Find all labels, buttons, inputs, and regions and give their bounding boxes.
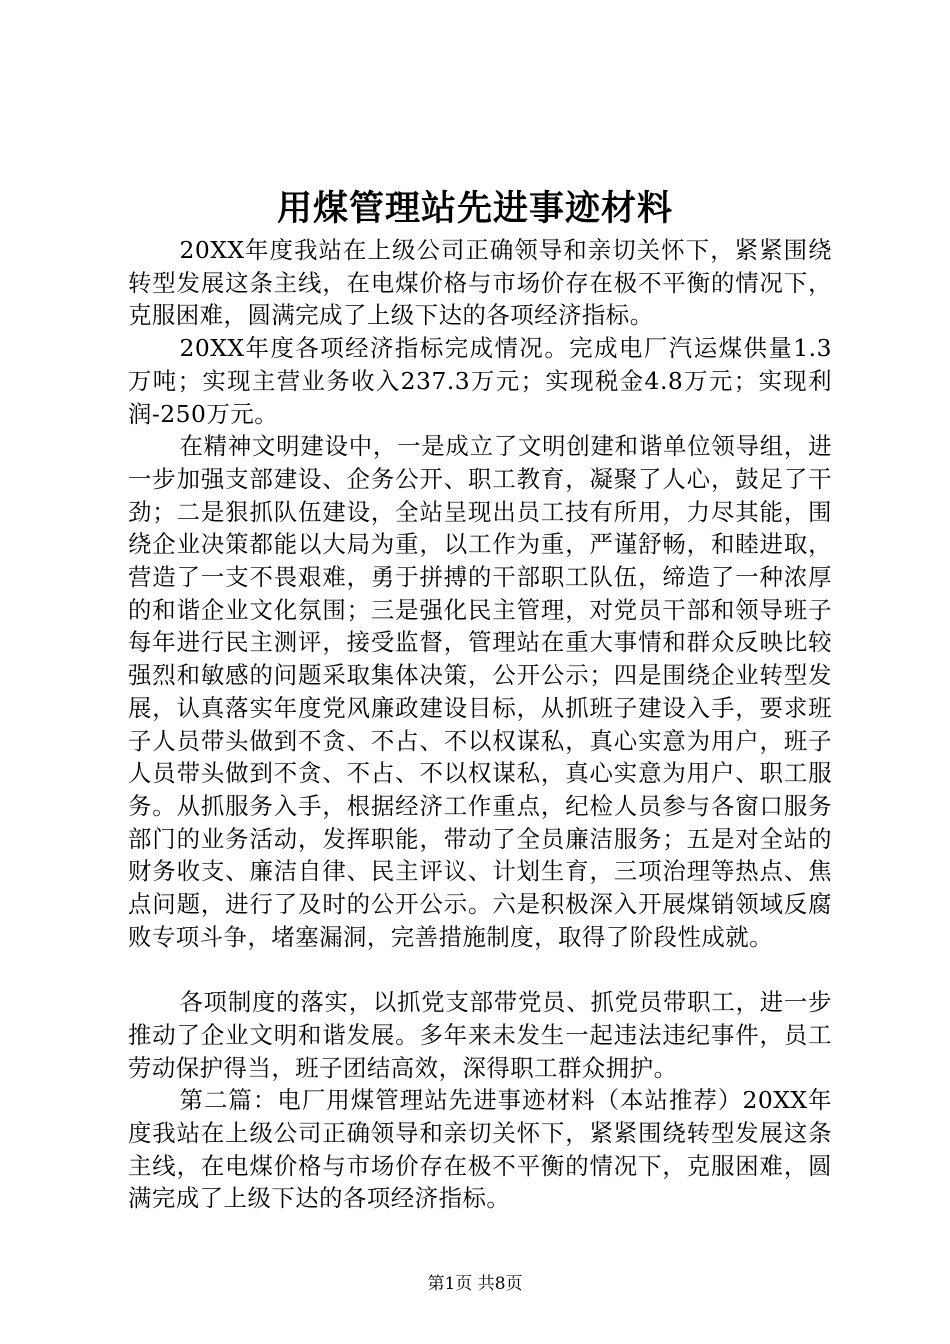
paragraph-systems: 各项制度的落实，以抓党支部带党员、抓党员带职工，进一步推动了企业文明和谐发展。多年来未发生一起违法违纪事件，员工劳动保护得当，班子团结高效，深得职工群众拥护。 bbox=[128, 988, 832, 1082]
document-title: 用煤管理站先进事迹材料 bbox=[276, 188, 673, 229]
page-number-footer: 第1页 共8页 bbox=[427, 1274, 523, 1294]
document-body bbox=[128, 234, 832, 1215]
paragraph-spiritual-civilization: 在精神文明建设中，一是成立了文明创建和谐单位领导组，进一步加强支部建设、企务公开、职工教育，凝聚了人心，鼓足了干劲；二是狠抓队伍建设，全站呈现出员工技有所用，力尽其能，围绕企业决策都能以大局为重，以工作为重，严谨舒畅，和睦进取，营造了一支不畏艰难，勇于拼搏的干部职工队伍，缔造了一种浓厚的和谐企业文化氛围；三是强化民主管理，对党员干部和领导班子每年进行民主测评，接受监督，管理站在重大事情和群众反映比较强烈和敏感的问题采取集体决策，公开公示；四是围绕企业转型发展，认真落实年度党风廉政建设目标，从抓班子建设入手，要求班子人员带头做到不贪、不占、不以权谋私，真心实意为用户，班子人员带头做到不贪、不占、不以权谋私，真心实意为用户、职工服务。从抓服务入手，根据经济工作重点，纪检人员参与各窗口服务部门的业务活动，发挥职能，带动了全员廉洁服务；五是对全站的财务收支、廉洁自律、民主评议、计划生育，三项治理等热点、焦点问题，进行了及时的公开公示。六是积极深入开展煤销领域反腐败专项斗争，堵塞漏洞，完善措施制度，取得了阶段性成就。 bbox=[128, 432, 832, 951]
paragraph-second-article: 第二篇：电厂用煤管理站先进事迹材料（本站推荐）20XX年度我站在上级公司正确领导和亲切关怀下，紧紧围绕转型发展这条主线，在电煤价格与市场价存在极不平衡的情况下，克服困难，圆满完成了上级下达的各项经济指标。 bbox=[128, 1086, 832, 1213]
paragraph-intro: 20XX年度我站在上级公司正确领导和亲切关怀下，紧紧围绕转型发展这条主线，在电煤价格与市场价存在极不平衡的情况下，克服困难，圆满完成了上级下达的各项经济指标。 bbox=[128, 236, 832, 330]
paragraph-indicators: 20XX年度各项经济指标完成情况。完成电厂汽运煤供量1.3万吨；实现主营业务收入237.3万元；实现税金4.8万元；实现利润-250万元。 bbox=[128, 334, 832, 428]
